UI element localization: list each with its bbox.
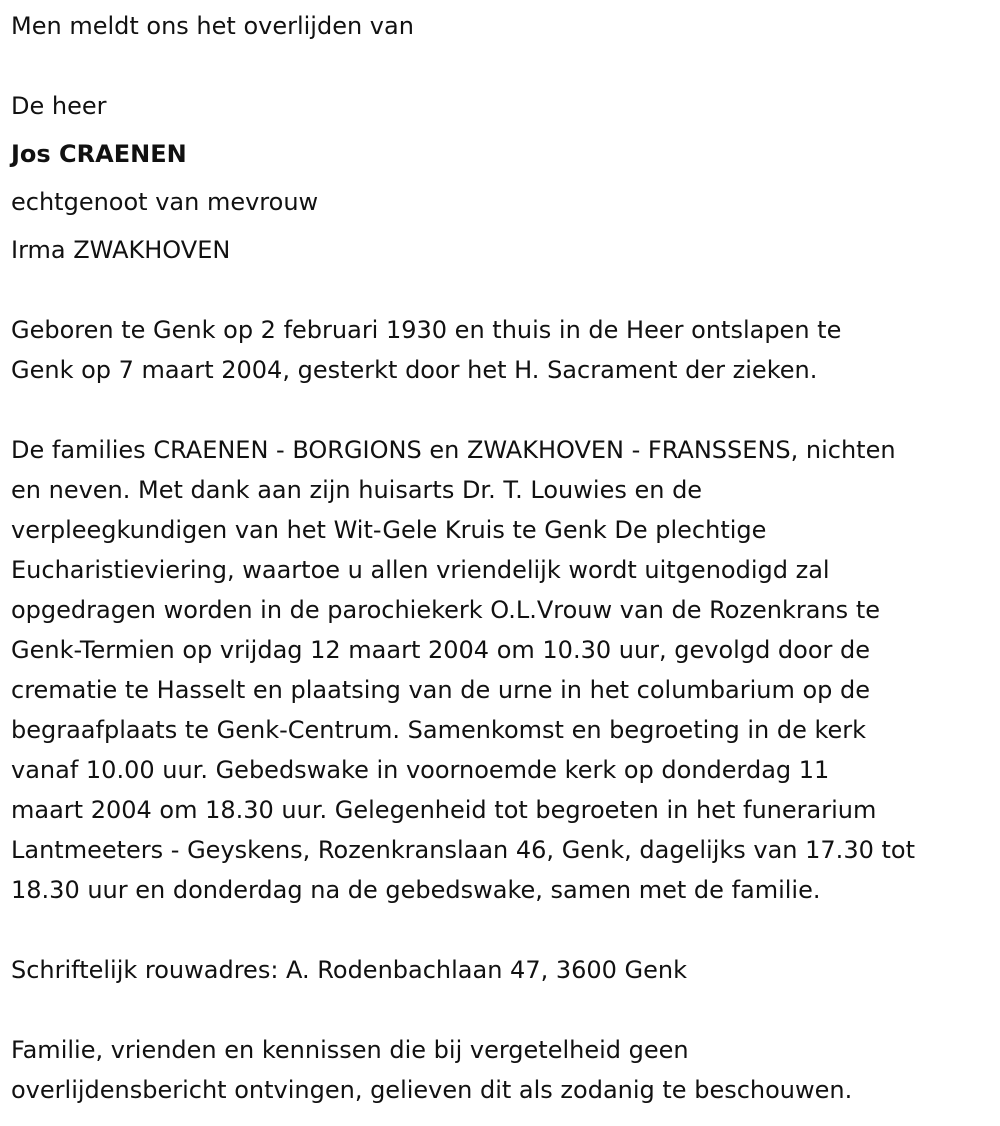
- paragraph-line: Geboren te Genk op 2 februari 1930 en thuis in de Heer ontslapen te: [11, 316, 842, 344]
- paragraph-line: De families CRAENEN - BORGIONS en ZWAKHOVEN - FRANSSENS, nichten: [11, 436, 896, 464]
- paragraph-line: overlijdensbericht ontvingen, gelieven dit als zodanig te beschouwen.: [11, 1076, 853, 1104]
- families-paragraph: [11, 430, 987, 910]
- paragraph-line: opgedragen worden in de parochiekerk O.L.Vrouw van de Rozenkrans te: [11, 596, 880, 624]
- spouse-name: Irma ZWAKHOVEN: [11, 236, 231, 264]
- paragraph-line: Eucharistieviering, waartoe u allen vriendelijk wordt uitgenodigd zal: [11, 556, 830, 584]
- deceased-name: Jos CRAENEN: [11, 140, 187, 168]
- intro-text: Men meldt ons het overlijden van: [11, 12, 414, 40]
- closing-paragraph: [11, 1030, 987, 1110]
- paragraph-line: 18.30 uur en donderdag na de gebedswake, samen met de familie.: [11, 876, 821, 904]
- paragraph-line: Lantmeeters - Geyskens, Rozenkranslaan 46, Genk, dagelijks van 17.30 tot: [11, 836, 915, 864]
- paragraph-line: begraafplaats te Genk-Centrum. Samenkomst en begroeting in de kerk: [11, 716, 867, 744]
- paragraph-line: en neven. Met dank aan zijn huisarts Dr. T. Louwies en de: [11, 476, 703, 504]
- birth-death-paragraph: [11, 310, 987, 390]
- paragraph-line: Genk op 7 maart 2004, gesterkt door het H. Sacrament der zieken.: [11, 356, 818, 384]
- paragraph-line: Familie, vrienden en kennissen die bij vergetelheid geen: [11, 1036, 689, 1064]
- paragraph-line: Genk-Termien op vrijdag 12 maart 2004 om 10.30 uur, gevolgd door de: [11, 636, 871, 664]
- mourning-address: Schriftelijk rouwadres: A. Rodenbachlaan 47, 3600 Genk: [11, 956, 688, 984]
- paragraph-line: vanaf 10.00 uur. Gebedswake in voornoemde kerk op donderdag 11: [11, 756, 830, 784]
- paragraph-line: crematie te Hasselt en plaatsing van de urne in het columbarium op de: [11, 676, 871, 704]
- paragraph-line: maart 2004 om 18.30 uur. Gelegenheid tot begroeten in het funerarium: [11, 796, 877, 824]
- spouse-relation: echtgenoot van mevrouw: [11, 188, 319, 216]
- paragraph-line: verpleegkundigen van het Wit-Gele Kruis te Genk De plechtige: [11, 516, 767, 544]
- salutation: De heer: [11, 92, 107, 120]
